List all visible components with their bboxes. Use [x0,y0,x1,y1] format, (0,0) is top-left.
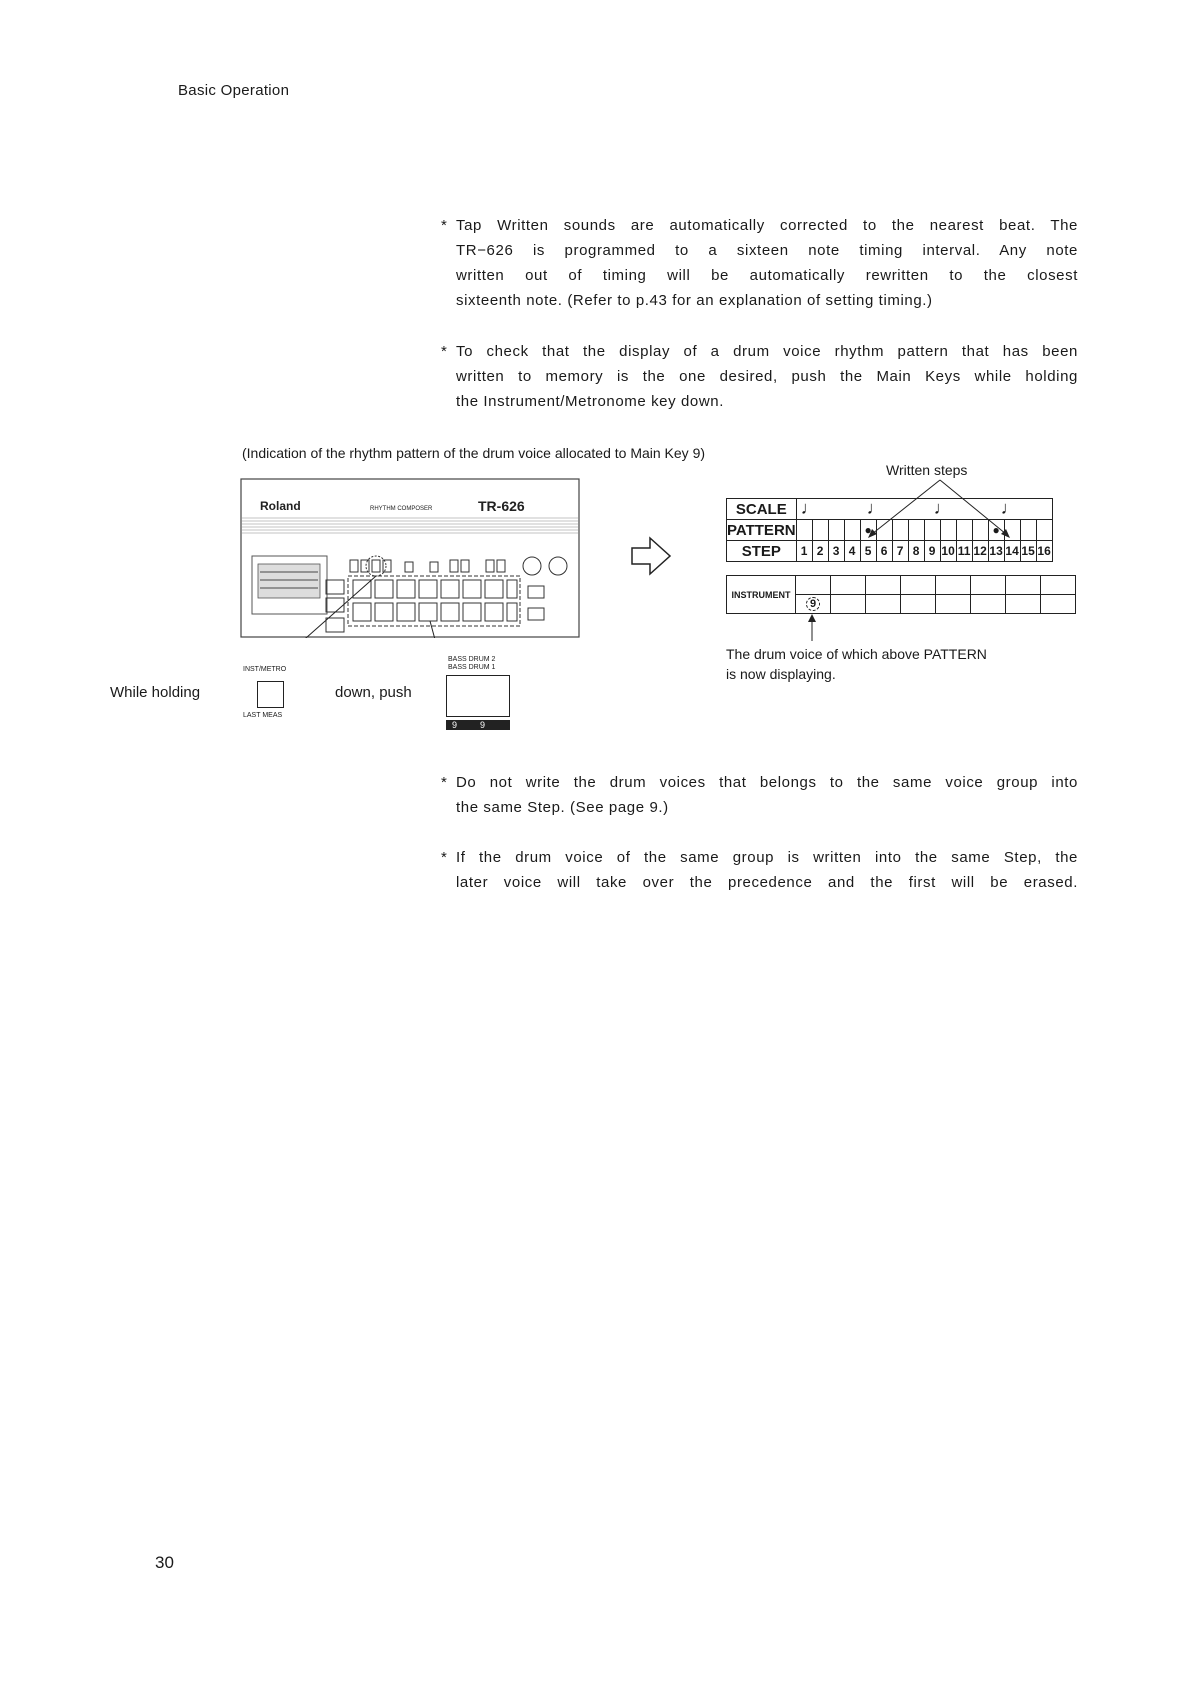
last-meas-label: LAST MEAS [243,712,283,719]
quarter-note-icon: ♩ [1000,498,1019,518]
written-steps-label: Written steps [886,462,968,478]
device-brand: Roland [260,499,301,513]
inst-metro-label: INST/METRO [243,666,287,673]
instrument-table [726,575,1076,614]
step-cell: 5 [860,541,876,562]
note-star: * [441,343,448,360]
step-cell: 2 [812,541,828,562]
note-star: * [441,774,448,791]
note-line: the Instrument/Metronome key down. [456,393,725,410]
step-row [727,541,1053,562]
step-cell: 9 [924,541,940,562]
pattern-cell [796,520,812,541]
tr626-illustration [240,478,590,638]
note-star: * [441,217,448,234]
step-cell: 12 [972,541,988,562]
step-label: STEP [727,541,797,562]
scale-row [727,499,1053,520]
pattern-cell [828,520,844,541]
note-line: Tap Written sounds are automatically corrected to the nearest beat. The [456,217,1078,234]
note-star: * [441,849,448,866]
inst-metro-key [257,681,284,708]
instrument-marker: 9 [806,597,820,611]
main-key-9 [446,675,510,717]
quarter-note-icon: ♩ [933,498,952,518]
instrument-cell [796,595,831,614]
step-cell: 4 [844,541,860,562]
instrument-cell [796,576,831,595]
step-cell: 13 [988,541,1004,562]
note-same-group [441,770,1078,820]
page-number: 30 [155,1553,174,1572]
pattern-label: PATTERN [727,521,796,539]
note-line: written to memory is the one desired, push the Main Keys while holding [456,368,1078,385]
note-line: written out of timing will be automatically rewritten to the closest [456,267,1078,284]
figure-caption: (Indication of the rhythm pattern of the drum voice allocated to Main Key 9) [242,445,706,461]
while-holding-text: While holding [110,684,201,701]
pattern-cell [924,520,940,541]
instrument-cell [1006,595,1041,614]
device-model: TR-626 [478,498,525,514]
pattern-cell [812,520,828,541]
instrument-cell [901,595,936,614]
instrument-cell [1006,576,1041,595]
pattern-cell [844,520,860,541]
instrument-cell [971,595,1006,614]
instrument-label: INSTRUMENT [727,576,796,614]
down-push-text: down, push [335,684,412,701]
step-cell: 15 [1020,541,1036,562]
step-cell: 11 [956,541,972,562]
pattern-cell [1036,520,1052,541]
instrument-cell [901,576,936,595]
pattern-cell [860,520,876,541]
step-cell: 3 [828,541,844,562]
pattern-cell [908,520,924,541]
device-subtitle: RHYTHM COMPOSER [370,506,433,512]
pattern-cell [940,520,956,541]
bass-drum-1-label: BASS DRUM 1 [448,664,496,671]
key-number-strip [446,720,510,730]
note-line: If the drum voice of the same group is written into the same Step, the [456,849,1078,866]
bass-drum-2-label: BASS DRUM 2 [448,656,496,663]
instrument-cell [866,595,901,614]
scale-notes [796,499,1052,520]
pattern-cell [892,520,908,541]
step-cell: 1 [796,541,812,562]
note-line: TR−626 is programmed to a sixteen note timing interval. Any note [456,242,1078,259]
pattern-cell [972,520,988,541]
step-cell: 6 [876,541,892,562]
pattern-cell [1020,520,1036,541]
pattern-cell [956,520,972,541]
table-note-line: The drum voice of which above PATTERN [726,646,987,662]
table-note [726,644,987,684]
instrument-cell [1041,595,1076,614]
note-check-display [441,339,1078,414]
instrument-cell [971,576,1006,595]
scale-label: SCALE [727,499,797,520]
written-step-dot-icon: ● [992,523,1000,537]
note-tap-written [441,213,1078,313]
section-header: Basic Operation [178,82,290,99]
step-cell: 16 [1036,541,1052,562]
instrument-cell [1041,576,1076,595]
instrument-cell [866,576,901,595]
step-cell: 14 [1004,541,1020,562]
instrument-cell [831,576,866,595]
quarter-note-icon: ♩ [800,498,819,518]
table-note-line: is now displaying. [726,666,836,682]
display-screen [258,564,320,598]
pattern-row [727,520,1053,541]
key-number-a: 9 [452,720,458,730]
instrument-cell [936,576,971,595]
note-line: the same Step. (See page 9.) [456,799,669,816]
step-cell: 8 [908,541,924,562]
instrument-cell [831,595,866,614]
note-line: Do not write the drum voices that belongs to the same voice group into [456,774,1078,791]
right-arrow-icon [630,536,672,576]
written-step-dot-icon: ● [864,523,872,537]
pattern-table [726,498,1053,562]
quarter-note-icon: ♩ [866,498,885,518]
note-line: To check that the display of a drum voice rhythm pattern that has been [456,343,1078,360]
up-arrow-icon [806,614,818,642]
note-precedence [441,845,1078,895]
step-cell: 7 [892,541,908,562]
step-cell: 10 [940,541,956,562]
pattern-cell [876,520,892,541]
note-line: later voice will take over the precedence and the first will be erased. [456,874,1078,891]
instrument-cell [936,595,971,614]
key-number-b: 9 [480,720,486,730]
note-line: sixteenth note. (Refer to p.43 for an explanation of setting timing.) [456,292,933,309]
pattern-cell [988,520,1004,541]
pattern-cell [1004,520,1020,541]
